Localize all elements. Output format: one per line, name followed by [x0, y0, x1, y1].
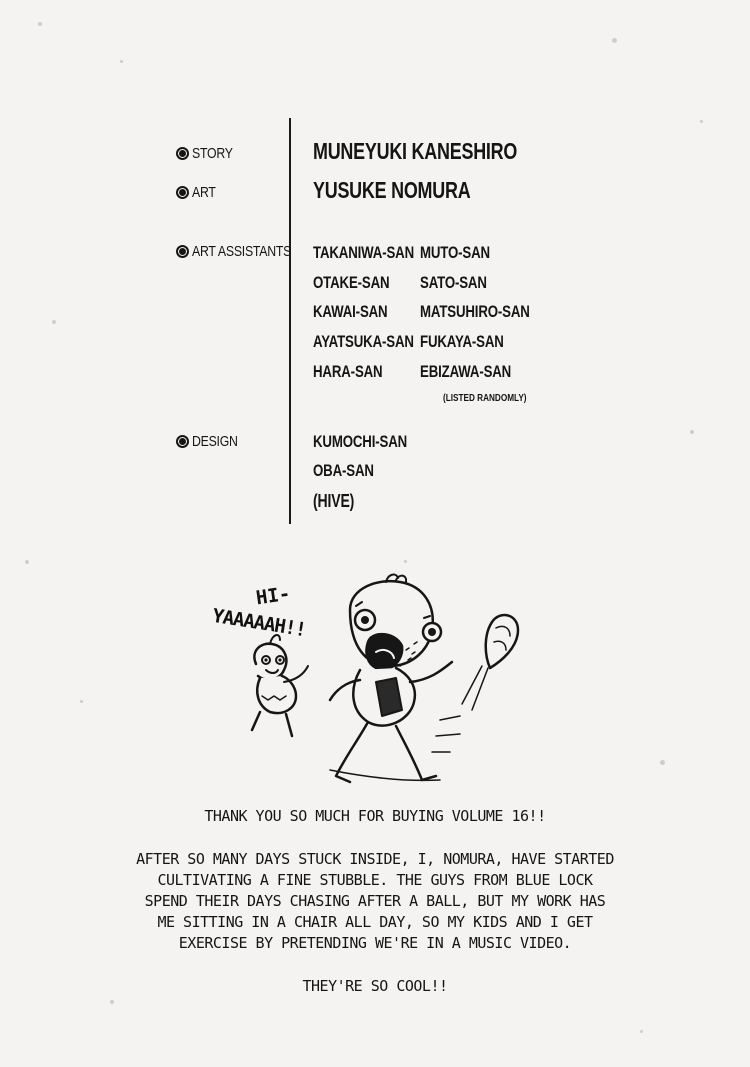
- design-label: DESIGN: [192, 433, 238, 450]
- assistant-name: TAKANIWA-SAN: [313, 243, 415, 262]
- credit-role-story: [176, 145, 242, 162]
- message-line: CULTIVATING A FINE STUBBLE. THE GUYS FROM BLUE LOCK: [157, 871, 593, 889]
- assistant-name: OTAKE-SAN: [313, 273, 390, 292]
- closing-line: THEY'RE SO COOL!!: [302, 977, 448, 995]
- shout-text: YAAAAAH!!: [210, 604, 308, 642]
- story-label: STORY: [192, 145, 233, 162]
- author-kids-sketch: [200, 570, 540, 795]
- message-line: EXERCISE BY PRETENDING WE'RE IN A MUSIC VIDEO.: [178, 934, 572, 952]
- story-name: MUNEYUKI KANESHIRO: [313, 138, 518, 164]
- art-label: ART: [192, 184, 216, 201]
- assistant-name: HARA-SAN: [313, 362, 383, 381]
- bullet-icon: [176, 245, 189, 258]
- thanks-line: THANK YOU SO MUCH FOR BUYING VOLUME 16!!: [204, 807, 546, 825]
- paper-speck: [110, 1000, 114, 1004]
- assistant-name: MUTO-SAN: [420, 243, 490, 262]
- assistant-name: EBIZAWA-SAN: [420, 362, 512, 381]
- message-line: ME SITTING IN A CHAIR ALL DAY, SO MY KIDS AND I GET: [157, 913, 593, 931]
- assistant-name: SATO-SAN: [420, 273, 487, 292]
- credit-role-design: [176, 433, 248, 450]
- assistant-name: FUKAYA-SAN: [420, 332, 504, 351]
- designer-name: (HIVE): [313, 491, 355, 511]
- assistant-name: KAWAI-SAN: [313, 302, 388, 321]
- message-line: SPEND THEIR DAYS CHASING AFTER A BALL, BUT MY WORK HAS: [144, 892, 606, 910]
- paper-speck: [404, 560, 407, 563]
- author-message: [130, 806, 620, 997]
- assistant-name: AYATSUKA-SAN: [313, 332, 414, 351]
- shout-text: HI-: [254, 582, 292, 610]
- paper-speck: [80, 700, 83, 703]
- paper-speck: [640, 1030, 643, 1033]
- credits-divider: [289, 118, 291, 524]
- assistant-name: MATSUHIRO-SAN: [420, 302, 530, 321]
- bullet-icon: [176, 147, 189, 160]
- credit-role-art-assistants: [176, 243, 313, 260]
- art-assistants-label: ART ASSISTANTS: [192, 243, 292, 260]
- bullet-icon: [176, 435, 189, 448]
- designer-name: KUMOCHI-SAN: [313, 432, 408, 451]
- art-name: YUSUKE NOMURA: [313, 177, 471, 203]
- paper-speck: [660, 760, 665, 765]
- paper-speck: [25, 560, 29, 564]
- bullet-icon: [176, 186, 189, 199]
- designer-name: OBA-SAN: [313, 461, 374, 480]
- listed-randomly-note: (LISTED RANDOMLY): [443, 393, 527, 404]
- credit-role-art: [176, 184, 221, 201]
- message-line: AFTER SO MANY DAYS STUCK INSIDE, I, NOMURA, HAVE STARTED: [136, 850, 614, 868]
